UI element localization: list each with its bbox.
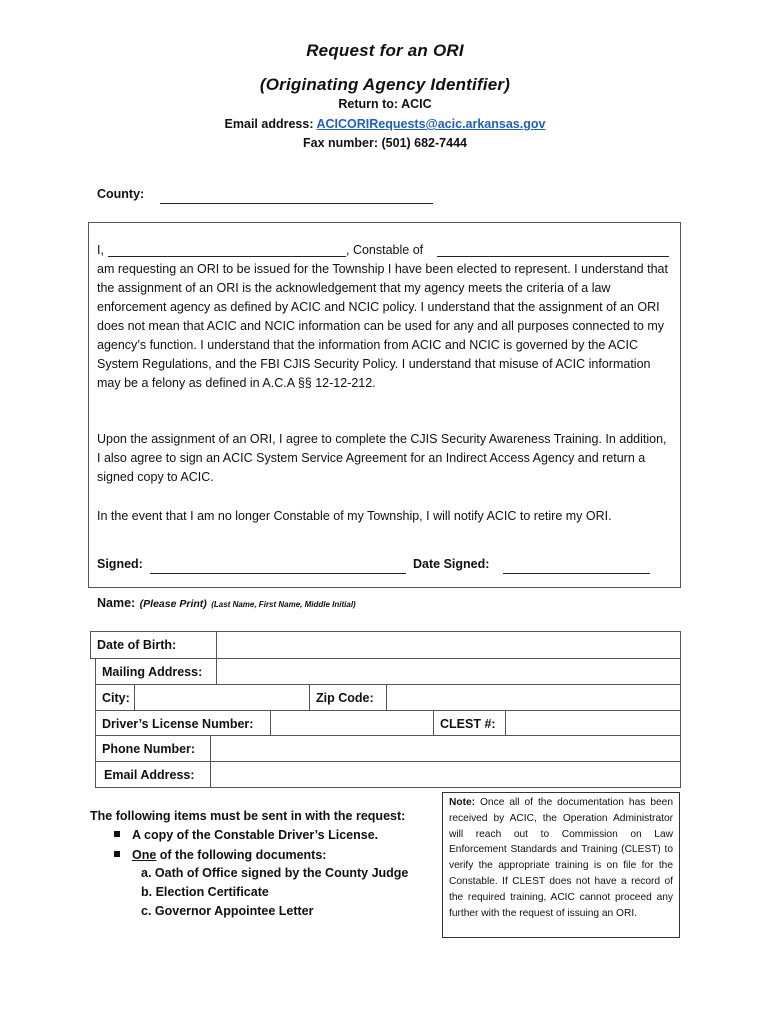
constable-of-label: , Constable of: [346, 243, 424, 257]
name-row[interactable]: [97, 594, 356, 612]
return-to: Return to: ACIC: [338, 97, 432, 111]
requirement-item-2-text: of the following documents:: [156, 848, 327, 862]
city-field[interactable]: [134, 684, 310, 711]
township-field[interactable]: [437, 256, 669, 257]
dob-label-cell: [90, 631, 217, 659]
requirement-sub-b: b. Election Certificate: [141, 885, 269, 899]
requirement-item-1: [114, 826, 378, 845]
drivers-license-label: Driver’s License Number:: [102, 717, 254, 731]
statement-paragraph-3: In the event that I am no longer Constable of my Township, I will notify ACIC to retire my ORI.: [97, 509, 612, 523]
zip-label: Zip Code:: [316, 691, 374, 705]
requirements-heading: The following items must be sent in with the request:: [90, 809, 406, 823]
email-label: Email address:: [224, 117, 314, 131]
note-body: Once all of the documentation has been received by ACIC, the Operation Administrator will reach out to Commission on Law Enforcement Standards and Training (CLEST) to verify the appropriate training is on file for the Constable. If CLEST does not have a record of the required training, ACIC cannot proceed any further with the request of issuing an ORI.: [449, 797, 673, 919]
i-prefix: I,: [97, 243, 104, 257]
email-label-cell: [95, 761, 211, 788]
requirement-sub-c: c. Governor Appointee Letter: [141, 904, 314, 918]
constable-name-field[interactable]: [108, 256, 346, 257]
requirement-item-2: [114, 846, 326, 865]
email-address-label: Email Address:: [104, 768, 195, 782]
email-line: [0, 117, 770, 131]
bullet-square-icon: [114, 851, 120, 857]
clest-field[interactable]: [505, 710, 681, 736]
name-hint: (Please Print): [139, 598, 207, 610]
city-label-cell: [95, 684, 135, 711]
clest-label: CLEST #:: [440, 717, 496, 731]
signed-label: Signed:: [97, 557, 143, 571]
dob-field[interactable]: [216, 631, 681, 659]
phone-field[interactable]: [210, 735, 681, 762]
name-label: Name:: [97, 596, 136, 610]
dl-label-cell: [95, 710, 271, 736]
zip-label-cell: [309, 684, 387, 711]
signature-field[interactable]: [150, 573, 406, 574]
bullet-square-icon: [114, 831, 120, 837]
note-box: [442, 792, 680, 938]
email-address-field[interactable]: [210, 761, 681, 788]
requirement-sub-a: a. Oath of Office signed by the County Judge: [141, 866, 409, 880]
city-label: City:: [102, 691, 130, 705]
date-signed-label: Date Signed:: [413, 557, 490, 571]
form-title: Request for an ORI: [306, 41, 464, 60]
mailing-label: Mailing Address:: [102, 665, 203, 679]
date-signed-field[interactable]: [503, 573, 650, 574]
fax-line: Fax number: (501) 682-7444: [303, 136, 467, 150]
requirement-item-2-emphasis: One: [132, 848, 157, 862]
zip-code-field[interactable]: [386, 684, 681, 711]
name-hint-format: (Last Name, First Name, Middle Initial): [211, 600, 356, 609]
statement-paragraph-2: Upon the assignment of an ORI, I agree to complete the CJIS Security Awareness Training. In addition, I also agree to sign an ACIC System Service Agreement for an Indirect Access Agency and return a signed copy to ACIC.: [97, 432, 667, 484]
note-label: Note:: [449, 797, 476, 808]
county-label: County:: [97, 187, 145, 201]
county-field[interactable]: [160, 203, 433, 204]
clest-label-cell: [433, 710, 506, 736]
mailing-label-cell: [95, 658, 217, 685]
phone-label: Phone Number:: [102, 742, 196, 756]
drivers-license-field[interactable]: [270, 710, 434, 736]
phone-label-cell: [95, 735, 211, 762]
requirement-item-1-text: A copy of the Constable Driver’s License.: [132, 828, 379, 842]
statement-paragraph-1: am requesting an ORI to be issued for the Township I have been elected to represent. I understand that the assignment of an ORI is the acknowledgement that my agency meets the criteria of a law enforcement agency as defined by ACIC and NCIC policy. I understand that the assignment of an ORI does not mean that ACIC and NCIC information can be used for any and all purposes connected to my agency’s function. I understand that the information from ACIC and NCIC is governed by the ACIC System Regulations, and the FBI CJIS Security Policy. I understand that misuse of ACIC information may be a felony as defined in A.C.A §§ 12-12-212.: [97, 262, 668, 390]
note-text: [449, 795, 673, 921]
form-subtitle: (Originating Agency Identifier): [259, 75, 511, 94]
email-link[interactable]: ACICORIRequests@acic.arkansas.gov: [316, 117, 546, 131]
mailing-address-field[interactable]: [216, 658, 681, 685]
dob-label: Date of Birth:: [97, 638, 177, 652]
